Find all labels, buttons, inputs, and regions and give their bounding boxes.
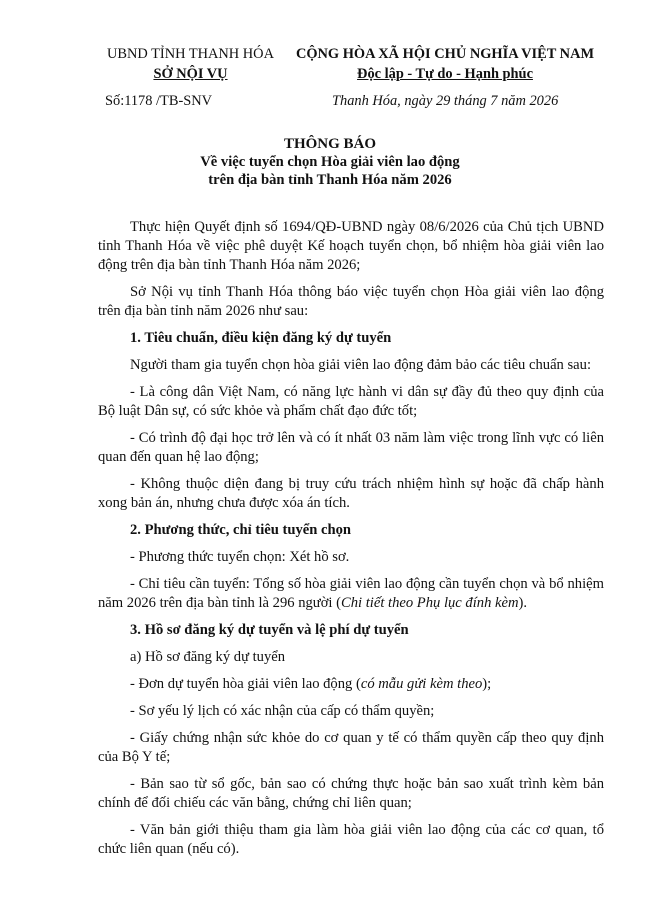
list-item: - Có trình độ đại học trở lên và có ít nhất 03 năm làm việc trong lĩnh vực có liên quan đến quan hệ lao động;: [98, 430, 604, 465]
list-item: - Phương thức tuyển chọn: Xét hồ sơ.: [130, 549, 350, 565]
document-date-place: Thanh Hóa, ngày: [332, 93, 436, 109]
list-item: - Là công dân Việt Nam, có năng lực hành vi dân sự đầy đủ theo quy định của Bộ luật Dân sự, có sức khỏe và phẩm chất đạo đức tốt;: [98, 384, 604, 419]
text-run: ).: [518, 595, 528, 611]
paragraph: Người tham gia tuyển chọn hòa giải viên lao động đảm bảo các tiêu chuẩn sau:: [130, 357, 592, 373]
document-date-day: 29: [435, 93, 451, 109]
document-number-prefix: Số:: [105, 93, 125, 109]
document-date: [332, 93, 558, 110]
list-item: - Sơ yếu lý lịch có xác nhận của cấp có thẩm quyền;: [130, 703, 435, 719]
national-motto-text: Độc lập - Tự do - Hạnh phúc: [357, 66, 533, 82]
document-header: [0, 46, 660, 116]
text-run: - Chỉ tiêu cần tuyển: Tổng số hòa giải viên lao động cần tuyển chọn và bổ nhiệm năm 2026 trên địa bàn tỉnh là 296 người (: [98, 576, 604, 611]
text-run: - Đơn dự tuyển hòa giải viên lao động (: [130, 676, 361, 692]
document-type: THÔNG BÁO: [283, 136, 377, 152]
list-item: [98, 675, 604, 694]
list-item: - Giấy chứng nhận sức khỏe do cơ quan y tế có thẩm quyền cấp theo quy định của Bộ Y tế;: [98, 730, 604, 765]
agency-name-text: SỞ NỘI VỤ: [153, 66, 228, 82]
list-item: - Văn bản giới thiệu tham gia làm hòa giải viên lao động của các cơ quan, tổ chức liên quan (nếu có).: [98, 822, 604, 857]
text-run-italic: Chi tiết theo Phụ lục đính kèm: [341, 595, 519, 611]
document-title-block: [0, 135, 660, 189]
text-run: );: [482, 676, 492, 692]
agency-name: [98, 66, 283, 83]
list-item: [98, 575, 604, 613]
document-number-suffix: /TB-SNV: [152, 93, 213, 109]
subsection-label: a) Hồ sơ đăng ký dự tuyển: [130, 649, 286, 665]
section-heading: 3. Hồ sơ đăng ký dự tuyển và lệ phí dự tuyển: [130, 622, 409, 638]
list-item: - Không thuộc diện đang bị truy cứu trách nhiệm hình sự hoặc đã chấp hành xong bản án, nhưng chưa được xóa án tích.: [98, 476, 604, 511]
national-title: CỘNG HÒA XÃ HỘI CHỦ NGHĨA VIỆT NAM: [295, 46, 595, 62]
text-run-italic: có mẫu gửi kèm theo: [360, 676, 483, 692]
document-number-value: 1178: [124, 93, 153, 109]
paragraph: Thực hiện Quyết định số 1694/QĐ-UBND ngày 08/6/2026 của Chủ tịch UBND tỉnh Thanh Hóa về việc phê duyệt Kế hoạch tuyển chọn, bổ nhiệm hòa giải viên lao động trên địa bàn tỉnh Thanh Hóa năm 2026;: [98, 219, 604, 273]
document-subject-line1: Về việc tuyển chọn Hòa giải viên lao động: [200, 154, 460, 170]
paragraph: Sở Nội vụ tỉnh Thanh Hóa thông báo việc tuyển chọn Hòa giải viên lao động trên địa bàn tỉnh năm 2026 như sau:: [98, 284, 604, 319]
list-item: - Bản sao từ sổ gốc, bản sao có chứng thực hoặc bản sao xuất trình kèm bản chính để đối chiếu các văn bằng, chứng chỉ liên quan;: [98, 776, 604, 811]
document-number: [105, 93, 212, 110]
section-heading: 2. Phương thức, chỉ tiêu tuyển chọn: [130, 522, 352, 538]
national-motto: [285, 66, 605, 83]
document-date-month: tháng 7 năm 2026: [450, 93, 559, 109]
document-subject-line2: trên địa bàn tỉnh Thanh Hóa năm 2026: [208, 172, 452, 188]
agency-parent: UBND TỈNH THANH HÓA: [107, 46, 274, 62]
document-body: [98, 218, 604, 867]
section-heading: 1. Tiêu chuẩn, điều kiện đăng ký dự tuyển: [130, 330, 392, 346]
